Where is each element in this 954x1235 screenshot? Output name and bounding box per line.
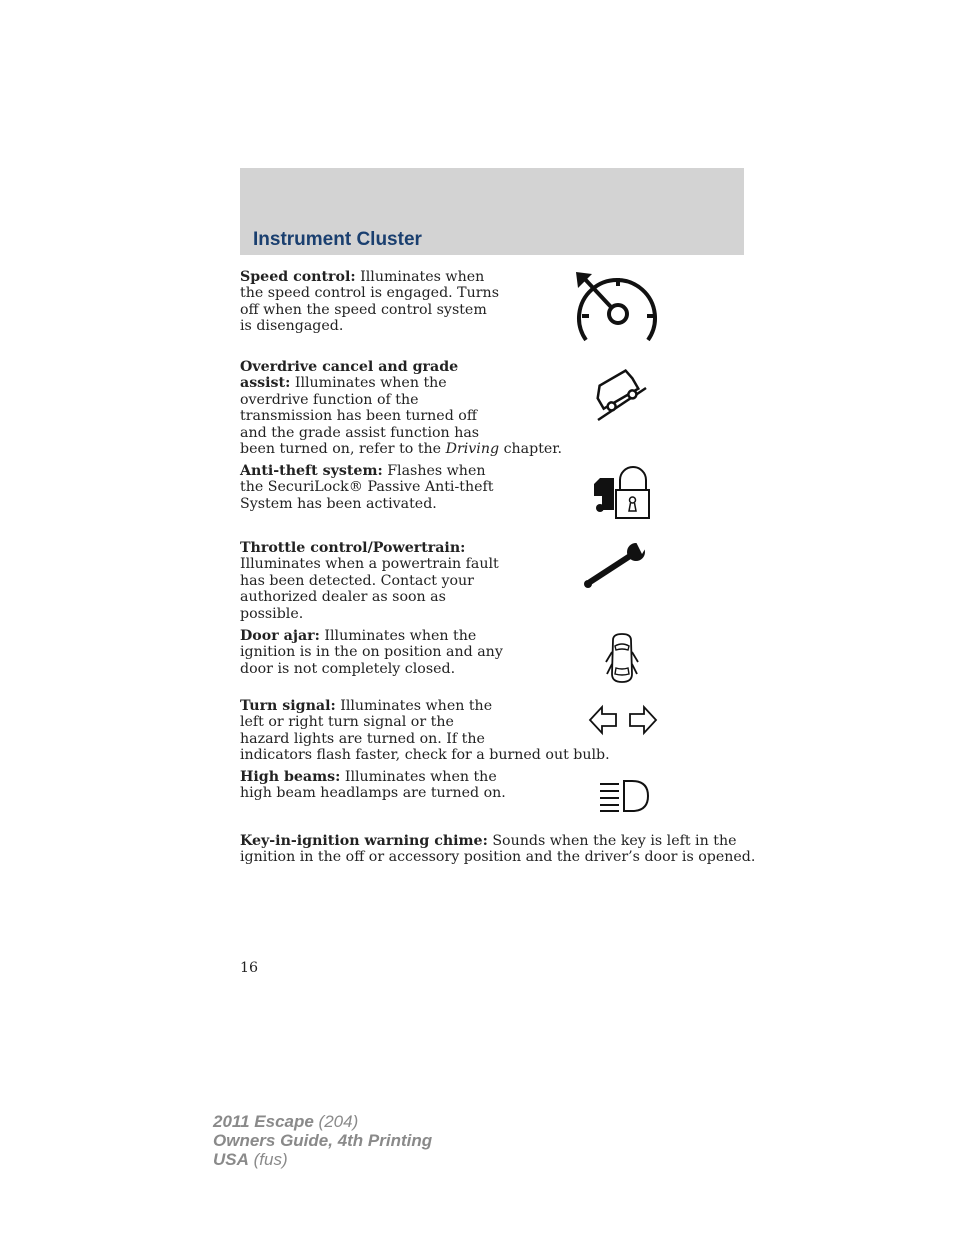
entry-text: Illuminates when the ignition is in the on position and any door is not completely closed. bbox=[240, 628, 503, 677]
entry-term: Throttle control/Powertrain: bbox=[240, 540, 466, 556]
entry-term: Door ajar: bbox=[240, 628, 320, 644]
entry-term: Speed control: bbox=[240, 269, 356, 285]
section-header-band bbox=[240, 168, 744, 255]
entry-high-beams bbox=[240, 769, 506, 802]
footer-line-2: Owners Guide, 4th Printing bbox=[213, 1131, 433, 1150]
entry-throttle-powertrain bbox=[240, 540, 499, 622]
turn-signal-arrows-icon bbox=[588, 704, 658, 736]
entry-anti-theft bbox=[240, 463, 493, 512]
wrench-icon bbox=[582, 542, 648, 590]
entry-text-after: chapter. bbox=[499, 441, 563, 458]
entry-turn-signal bbox=[240, 698, 610, 764]
high-beam-icon bbox=[598, 778, 652, 814]
entry-text: Illuminates when the high beam headlamps are turned on. bbox=[240, 769, 506, 802]
entry-text: Illuminates when the overdrive function of the transmission has been turned off and the grade assist function has been turned on, refer to the bbox=[240, 375, 480, 458]
entry-speed-control bbox=[240, 269, 499, 335]
entry-term: High beams: bbox=[240, 769, 341, 785]
anti-theft-lock-icon bbox=[592, 466, 652, 520]
footer-line-3 bbox=[213, 1150, 432, 1169]
entry-text: Flashes when the SecuriLock® Passive Anti-theft System has been activated. bbox=[240, 463, 494, 512]
entry-overdrive-grade-assist bbox=[240, 359, 562, 457]
document-footer bbox=[213, 1112, 432, 1169]
entry-text: Sounds when the key is left in the ignition in the off or accessory position and the driver’s door is opened. bbox=[240, 833, 756, 866]
footer-model: 2011 Escape bbox=[213, 1112, 314, 1131]
entry-italic: Driving bbox=[445, 441, 500, 458]
section-title: Instrument Cluster bbox=[253, 229, 422, 250]
footer-line-1 bbox=[213, 1112, 432, 1131]
footer-model-code: (204) bbox=[313, 1112, 359, 1131]
door-ajar-icon bbox=[604, 632, 640, 684]
entry-term: Anti-theft system: bbox=[240, 463, 383, 479]
entry-text: Illuminates when a powertrain fault has been detected. Contact your authorized dealer as soon as possible. bbox=[240, 556, 499, 622]
footer-market: USA bbox=[213, 1150, 249, 1169]
speed-control-icon bbox=[574, 270, 658, 346]
entry-text: Illuminates when the left or right turn signal or the hazard lights are turned on. If the indicators flash faster, check for a burned out bulb. bbox=[240, 698, 610, 764]
entry-term: Turn signal: bbox=[240, 698, 336, 714]
overdrive-grade-assist-icon bbox=[588, 366, 650, 422]
entry-term: Overdrive cancel and grade assist: bbox=[240, 359, 459, 392]
entry-term: Key-in-ignition warning chime: bbox=[240, 833, 488, 849]
entry-text: Illuminates when the speed control is engaged. Turns off when the speed control system is disengaged. bbox=[240, 269, 499, 335]
entry-key-in-ignition bbox=[240, 833, 755, 866]
footer-market-code: (fus) bbox=[248, 1150, 288, 1169]
page-number: 16 bbox=[240, 960, 259, 976]
entry-door-ajar bbox=[240, 628, 503, 677]
